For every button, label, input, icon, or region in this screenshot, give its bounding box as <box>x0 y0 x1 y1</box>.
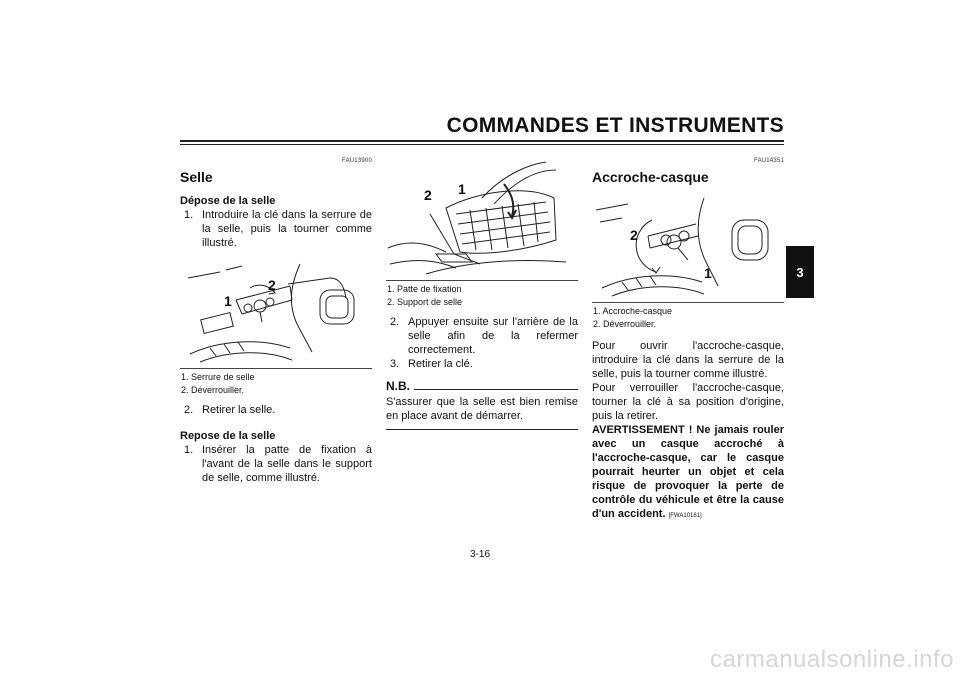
step: 2. Appuyer ensuite sur l'arrière de la selle afin de la refermer correctement. <box>390 316 578 356</box>
note-heading: N.B. <box>386 379 578 393</box>
chapter-tab: 3 <box>786 246 814 298</box>
paragraph: Pour verrouiller l'accroche-casque, tourner la clé à sa position d'origine, puis la retirer. <box>592 382 784 422</box>
seat-install-illustration <box>386 158 578 280</box>
subheading: Repose de la selle <box>180 430 276 442</box>
callout-2: 2 <box>630 227 638 243</box>
column-seat <box>180 150 372 485</box>
header-rule <box>180 140 784 142</box>
header-rule <box>180 144 784 145</box>
section-code: FAU14351 <box>754 158 784 164</box>
figure-seat-install <box>386 158 578 281</box>
step: 3. Retirer la clé. <box>390 358 473 370</box>
callout-1: 1 <box>224 293 232 309</box>
figure-seat-lock <box>180 256 372 369</box>
section-title: Accroche-casque <box>592 169 709 185</box>
column-seat-install <box>386 150 578 430</box>
step: 1. Insérer la patte de fixation à l'avant de la selle dans le support de selle, comme illustré. <box>184 444 372 484</box>
page-number: 3-16 <box>470 549 491 560</box>
note-end-rule <box>386 429 578 430</box>
note-box <box>386 379 578 430</box>
callout-2: 2 <box>268 277 276 293</box>
figure-helmet-holder <box>592 190 784 303</box>
warning-text: AVERTISSEMENT ! Ne jamais rouler avec un casque accroché à l'accroche-casque, car le casque pourrait heurter un objet et cela risque de provoquer la perte de contrôle du véhicule et être la cause d'un accident. [FWA10161] <box>592 424 784 520</box>
callout-1: 1 <box>704 265 712 281</box>
figure-caption: 1. Patte de fixation 2. Support de selle <box>387 284 463 307</box>
subheading: Dépose de la selle <box>180 195 276 207</box>
figure-caption: 1. Serrure de selle 2. Déverrouiller. <box>181 372 255 395</box>
warning-code: [FWA10161] <box>668 513 702 519</box>
callout-2: 2 <box>424 187 432 203</box>
step: 2. Retirer la selle. <box>184 404 276 416</box>
page-header-title: COMMANDES ET INSTRUMENTS <box>446 114 784 137</box>
column-helmet-holder <box>592 150 784 523</box>
note-text: S'assurer que la selle est bien remise en place avant de démarrer. <box>386 396 578 422</box>
helmet-holder-illustration <box>592 190 784 302</box>
step: 1. Introduire la clé dans la serrure de la selle, puis la tourner comme illustré. <box>184 209 372 249</box>
section-code: FAU13900 <box>342 158 372 164</box>
seat-lock-illustration <box>180 256 372 368</box>
paragraph: Pour ouvrir l'accroche-casque, introduire la clé dans la serrure de la selle, puis la tourner comme illustré. <box>592 340 784 380</box>
watermark: carmanualsonline.info <box>710 646 954 673</box>
section-title: Selle <box>180 169 213 185</box>
callout-1: 1 <box>458 181 466 197</box>
figure-caption: 1. Accroche-casque 2. Déverrouiller. <box>593 306 673 329</box>
